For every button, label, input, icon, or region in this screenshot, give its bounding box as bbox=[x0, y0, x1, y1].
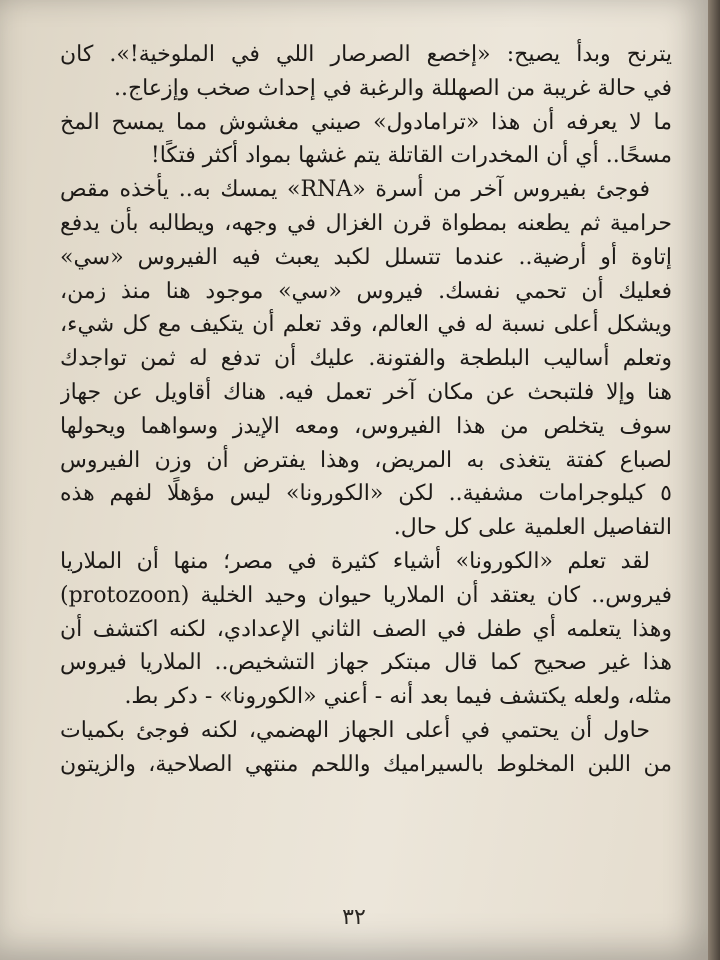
text-line: لقد تعلم «الكورونا» أشياء كثيرة في مصر؛ منها أن الملاريا bbox=[60, 548, 650, 574]
text-line: هنا وإلا فلتبحث عن مكان آخر تعمل فيه. هناك أقاويل عن جهاز bbox=[60, 379, 672, 405]
text-line: ما لا يعرفه أن هذا «ترامادول» صيني مغشوش مما يمسح المخ bbox=[60, 109, 672, 135]
page-text bbox=[60, 38, 672, 898]
text-line: هذا غير صحيح كما قال مبتكر جهاز التشخيص.. الملاريا فيروس bbox=[60, 650, 672, 676]
text-line: فوجئ بفيروس آخر من أسرة «RNA» يمسك به.. يأخذه مقص bbox=[60, 177, 650, 203]
text-line: وهذا يتعلمه أي طفل في الصف الثاني الإعدادي، لكنه اكتشف أن bbox=[60, 616, 672, 642]
page-number: ٣٢ bbox=[342, 905, 366, 930]
text-line: إتاوة أو أرضية.. عندما تتسلل لكبد يعبث فيه الفيروس «سي» bbox=[60, 244, 672, 270]
text-line: فعليك أن تحمي نفسك. فيروس «سي» موجود هنا منذ زمن، bbox=[60, 278, 672, 304]
text-line: مثله، ولعله يكتشف فيما بعد أنه - أعني «الكورونا» - دكر بط. bbox=[124, 684, 672, 710]
text-line: التفاصيل العلمية على كل حال. bbox=[393, 515, 672, 541]
text-line: لصباع كفتة يتغذى به المريض، وهذا يفترض أن وزن الفيروس bbox=[60, 447, 672, 473]
text-line: حاول أن يحتمي في أعلى الجهاز الهضمي، لكنه فوجئ بكميات bbox=[60, 717, 650, 743]
text-line: مسحًا.. أي أن المخدرات القاتلة يتم غشها بمواد أكثر فتكًا! bbox=[150, 143, 672, 169]
text-line: سوف يتخلص من هذا الفيروس، ومعه الإيدز وسواهما ويحولها bbox=[60, 413, 672, 439]
text-line: يترنح وبدأ يصيح: «إخصع الصرصار اللي في الملوخية!». كان bbox=[60, 42, 672, 67]
text-line: من اللبن المخلوط بالسيراميك واللحم منتهي الصلاحية، والزيتون bbox=[60, 751, 672, 777]
text-line: ويشكل أعلى نسبة له في العالم، وقد تعلم أن يتكيف مع كل شيء، bbox=[60, 312, 672, 338]
text-line: حرامية ثم يطعنه بمطواة قرن الغزال في وجهه، ويطالبه بأن يدفع bbox=[60, 210, 672, 236]
text-line: ٥ كيلوجرامات مشفية.. لكن «الكورونا» ليس مؤهلًا لفهم هذه bbox=[60, 481, 672, 507]
text-line: فيروس.. كان يعتقد أن الملاريا حيوان وحيد الخلية (protozoon) bbox=[60, 582, 672, 608]
text-line: في حالة غريبة من الصهللة والرغبة في إحداث صخب وإزعاج.. bbox=[113, 75, 672, 101]
page-edge bbox=[708, 0, 720, 960]
text-line: وتعلم أساليب البلطجة والفتونة. عليك أن تدفع له ثمن تواجدك bbox=[60, 346, 672, 372]
